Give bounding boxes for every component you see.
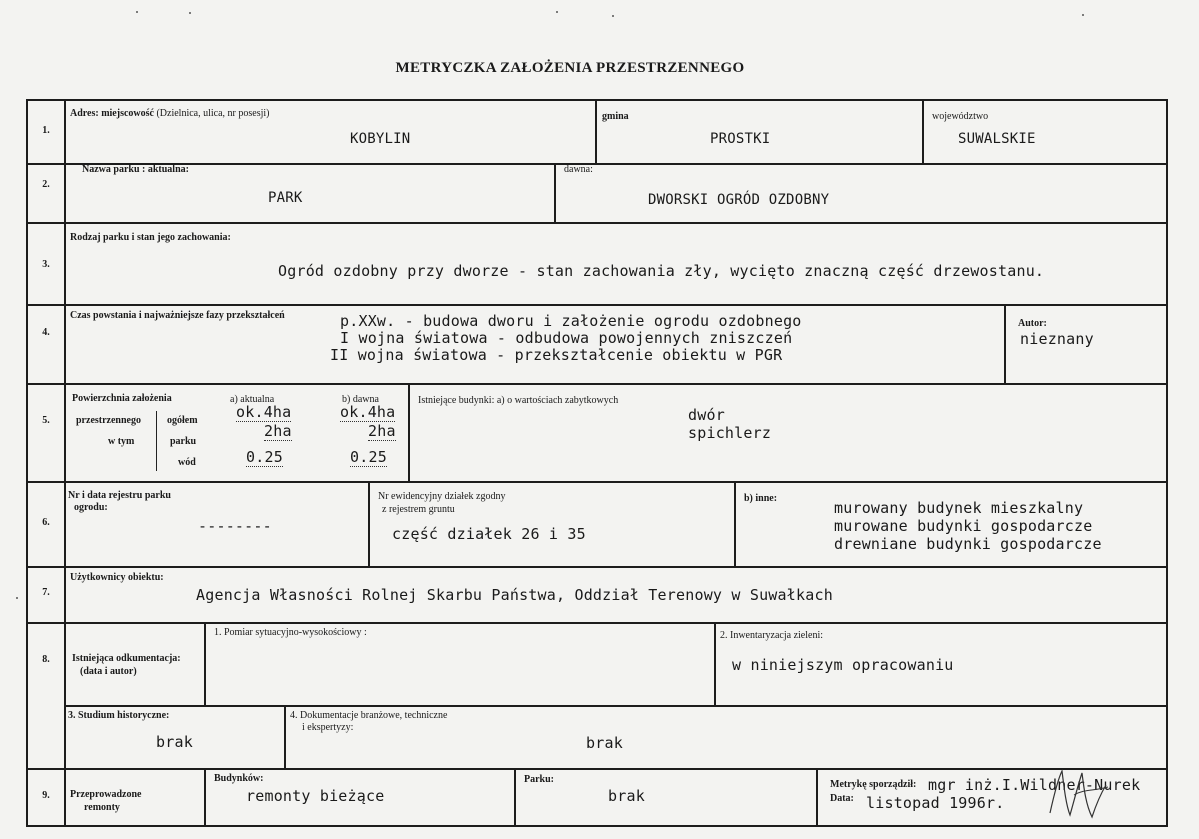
current-total-area: ok.4ha [236, 403, 292, 421]
address-label-detail: (Dzielnica, ulica, nr posesji) [156, 108, 270, 119]
historic-buildings-label: Istniejące budynki: a) o wartościach zabytkowych [418, 395, 619, 406]
address-value: KOBYLIN [350, 131, 411, 147]
area-label: Powierzchnia założenia [72, 393, 172, 404]
scan-speck [136, 11, 138, 13]
history-phase-line: p.XXw. - budowa dworu i założenie ogrodu ozdobnego [340, 312, 802, 330]
other-building: drewniane budynki gospodarcze [834, 535, 1102, 553]
cell-divider [156, 411, 157, 471]
row-divider [28, 481, 1166, 483]
date-value: listopad 1996r. [866, 794, 1005, 812]
historic-building: dwór [688, 406, 725, 424]
building-renovations-label: Budynków: [214, 773, 264, 784]
row-number: 5. [42, 415, 50, 426]
handwritten-signature [1044, 765, 1114, 821]
greenery-label: 2. Inwentaryzacja zieleni: [720, 630, 823, 641]
row-number: 2. [42, 179, 50, 190]
history-phase-line: II wojna światowa - przekształcenie obiektu w PGR [330, 346, 783, 364]
cell-divider [595, 101, 597, 163]
branch-docs-label-2: i ekspertyzy: [302, 722, 354, 733]
cell-divider [714, 622, 716, 705]
park-type-value: Ogród ozdobny przy dworze - stan zachowania zły, wycięto znaczną część drzewostanu. [278, 262, 1045, 280]
row-number: 6. [42, 517, 50, 528]
prepared-by-value: mgr inż.I.Wildner-Nurek [928, 776, 1141, 794]
scan-speck [556, 11, 558, 13]
author-label: Autor: [1018, 318, 1047, 329]
address-label [70, 108, 269, 120]
row-divider [28, 768, 1166, 770]
plots-label-2: z rejestrem gruntu [382, 504, 455, 515]
park-name-label: Nazwa parku : aktualna: [82, 164, 189, 175]
gmina-label: gmina [602, 111, 629, 122]
row-divider [28, 566, 1166, 568]
register-value: -------- [198, 517, 272, 535]
row-divider [28, 383, 1166, 385]
branch-docs-value: brak [586, 734, 623, 752]
prepared-by-label: Metrykę sporządził: [830, 779, 917, 790]
history-phases-label: Czas powstania i najważniejsze fazy przekształceń [70, 310, 285, 321]
cell-divider [514, 768, 516, 825]
row-divider [28, 163, 1166, 165]
date-label: Data: [830, 793, 854, 804]
documentation-label-2: (data i autor) [80, 666, 137, 677]
other-building: murowany budynek mieszkalny [834, 499, 1084, 517]
register-label-2: ogrodu: [74, 502, 108, 513]
cell-divider [204, 768, 206, 825]
former-park-area: 2ha [368, 422, 396, 440]
users-value: Agencja Własności Rolnej Skarbu Państwa, Oddział Terenowy w Suwałkach [196, 586, 833, 604]
former-total-area: ok.4ha [340, 403, 396, 421]
spatial-label: przestrzennego [76, 415, 141, 426]
plots-value: część działek 26 i 35 [392, 525, 586, 543]
row-number: 9. [42, 790, 50, 801]
row-number: 4. [42, 327, 50, 338]
cell-divider [408, 383, 410, 481]
other-building: murowane budynki gospodarcze [834, 517, 1093, 535]
greenery-value: w niniejszym opracowaniu [732, 656, 954, 674]
scan-speck [189, 12, 191, 14]
cell-divider [368, 481, 370, 566]
renovations-label-2: remonty [84, 802, 120, 813]
users-label: Użytkownicy obiektu: [70, 572, 164, 583]
former-name-value: DWORSKI OGRÓD OZDOBNY [648, 192, 830, 208]
gmina-value: PROSTKI [710, 131, 771, 147]
park-type-label: Rodzaj parku i stan jego zachowania: [70, 232, 231, 243]
address-label-bold: Adres: miejscowość [70, 108, 154, 119]
row-number: 1. [42, 125, 50, 136]
row-number: 3. [42, 259, 50, 270]
former-water-area: 0.25 [350, 448, 387, 466]
scan-speck [612, 15, 614, 17]
plots-label: Nr ewidencyjny działek zgodny [378, 491, 506, 502]
park-area-label: parku [170, 436, 197, 447]
renovations-label: Przeprowadzone [70, 789, 142, 800]
water-area-label: wód [178, 457, 196, 468]
row-number: 7. [42, 587, 50, 598]
cell-divider [554, 163, 556, 222]
row-number: 8. [42, 654, 50, 665]
current-area-header: a) aktualna [230, 394, 275, 405]
voivodeship-label: województwo [932, 111, 989, 122]
scan-speck [16, 597, 18, 599]
row-divider [28, 304, 1166, 306]
cell-divider [204, 622, 206, 705]
total-area-label: ogółem [167, 415, 198, 426]
of-which-label: w tym [108, 436, 135, 447]
former-name-label: dawna: [564, 164, 593, 175]
cell-divider [284, 705, 286, 768]
number-column-divider [64, 101, 66, 825]
cell-divider [816, 768, 818, 825]
form-title: METRYCZKA ZAŁOŻENIA PRZESTRZENNEGO [395, 60, 745, 76]
current-park-area: 2ha [264, 422, 292, 440]
other-buildings-label: b) inne: [744, 493, 778, 504]
current-water-area: 0.25 [246, 448, 283, 466]
history-study-label: 3. Studium historyczne: [68, 710, 170, 721]
form-frame [26, 99, 1168, 827]
row-divider [66, 705, 1166, 707]
history-phase-line: I wojna światowa - odbudowa powojennych zniszczeń [340, 329, 793, 347]
history-study-value: brak [156, 733, 193, 751]
park-name-value: PARK [268, 190, 303, 206]
cell-divider [1004, 304, 1006, 383]
historic-building: spichlerz [688, 424, 772, 442]
cell-divider [734, 481, 736, 566]
row-divider [28, 222, 1166, 224]
cell-divider [922, 101, 924, 163]
author-value: nieznany [1020, 330, 1094, 348]
voivodeship-value: SUWALSKIE [958, 131, 1036, 147]
survey-label: 1. Pomiar sytuacyjno-wysokościowy : [214, 627, 367, 638]
documentation-label: Istniejąca odkumentacja: [72, 653, 181, 664]
scan-speck [1082, 14, 1084, 16]
former-area-header: b) dawna [342, 394, 379, 405]
branch-docs-label: 4. Dokumentacje branżowe, techniczne [290, 710, 448, 721]
park-renovations-label: Parku: [524, 774, 554, 785]
park-renovations-value: brak [608, 787, 645, 805]
register-label: Nr i data rejestru parku [68, 490, 171, 501]
building-renovations-value: remonty bieżące [246, 787, 385, 805]
row-divider [28, 622, 1166, 624]
